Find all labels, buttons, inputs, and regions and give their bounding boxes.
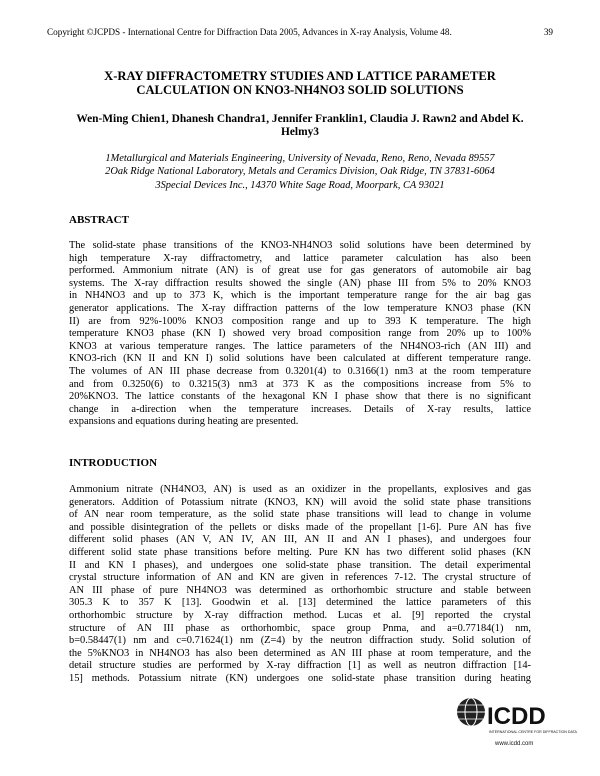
intro-line: generators. Addition of Potassium nitrate (KNO3, KN) will avoid the solid state phase transitions	[69, 496, 531, 508]
copyright-line: Copyright ©JCPDS - International Centre for Diffraction Data 2005, Advances in X-ray Analysis, Volume 48.	[47, 27, 452, 37]
abstract-heading: ABSTRACT	[69, 214, 129, 226]
abstract-line: generator applications. The X-ray diffraction patterns of the low temperature KNO3 phase (KN	[69, 302, 531, 314]
abstract-line: expansions and equations during heating are presented.	[69, 416, 299, 428]
abstract-line: The solid-state phase transitions of the KNO3-NH4NO3 solid solutions have been determined by	[69, 240, 531, 251]
intro-line: orthorhombic structure by X-ray diffraction method. Lucas et al. [9] reported the crystal	[69, 609, 531, 621]
intro-line: 15] methods. Potassium nitrate (KN) undergoes one solid-state phase transition during heating	[69, 672, 531, 684]
page-header	[47, 26, 553, 38]
introduction-body	[69, 484, 531, 686]
intro-line: of AN near room temperature, as the solid state phase transitions will lead to change in volume	[69, 509, 531, 521]
introduction-heading: INTRODUCTION	[69, 457, 158, 469]
logo-text: ICDD	[487, 703, 546, 730]
intro-line: b=0.58447(1) nm and c=0.71624(1) nm (Z=4) by the neutron diffraction study. Solid solution of	[69, 635, 531, 647]
page-number: 39	[543, 27, 553, 37]
intro-line: 305.3 K to 357 K [13]. Goodwin et al. [13] determined the lattice parameters of this	[69, 597, 531, 609]
title-line-1: X-RAY DIFFRACTOMETRY STUDIES AND LATTICE PARAMETER	[104, 69, 496, 83]
affiliation-3: 3Special Devices Inc., 14370 White Sage Road, Moorpark, CA 93021	[155, 179, 445, 191]
affiliation-2: 2Oak Ridge National Laboratory, Metals and Ceramics Division, Oak Ridge, TN 37831-6064	[105, 166, 495, 178]
intro-line: detail structure studies are performed by X-ray diffraction [1] as well as neutron diffraction [14-	[69, 660, 531, 672]
abstract-line: performed. Ammonium nitrate (AN) is of great use for gas generators of automobile air bag	[69, 265, 531, 277]
abstract-line: high temperature X-ray diffractometry, and lattice parameter calculation has also been	[69, 252, 531, 264]
affiliations	[60, 152, 540, 192]
logo-url: www.icdd.com	[495, 741, 534, 747]
affiliation-1: 1Metallurgical and Materials Engineering, University of Nevada, Reno, Reno, Nevada 89557	[105, 153, 495, 164]
paper-title	[60, 69, 540, 97]
abstract-body	[69, 240, 531, 429]
abstract-line: temperature KNO3 phase (KN I) showed very broad composition range from 20% up to 100%	[69, 328, 531, 340]
intro-line: structure of AN III phase as orthorhombic, space group Pnma, and a=0.77184(1) nm,	[69, 622, 531, 634]
intro-line: II and KN I phases), and undergoes one solid-state phase transition. The detail experimental	[69, 559, 531, 571]
logo-subtext: INTERNATIONAL CENTRE FOR DIFFRACTION DATA	[489, 730, 577, 734]
abstract-line: in NH4NO3 and up to 373 K, which is the important temperature range for the air bag gas	[69, 290, 531, 302]
icdd-logo-graphic	[455, 688, 577, 750]
intro-line: crystal structure information of AN and KN are given in references 7-12. The crystal structure of	[69, 572, 531, 584]
intro-line: Ammonium nitrate (NH4NO3, AN) is used as an oxidizer in the propellants, explosives and gas	[69, 484, 531, 495]
abstract-line: 20%KNO3. The lattice constants of the hexagonal KN I phase show that there is no significant	[69, 391, 531, 403]
intro-line: different solid state phase transitions before melting. Pure KN has two different solid phases (KN	[69, 546, 531, 558]
abstract-line: KNO3-rich (KN II and KN I) solid solutions have been calculated at different temperature range.	[69, 353, 531, 365]
intro-line: AN III phase of pure NH4NO3 was determined as orthorhombic structure and stable between	[69, 584, 531, 596]
intro-line: the 5%KNO3 in NH4NO3 has also been determined as AN III phase at room temperature, and the	[69, 647, 531, 659]
authors-line-1: Wen-Ming Chien1, Dhanesh Chandra1, Jennifer Franklin1, Claudia J. Rawn2 and Abdel K.	[76, 113, 524, 125]
icdd-logo	[455, 688, 577, 750]
abstract-line: and from 0.3250(6) to 0.3215(3) nm3 at 373 K as the compositions increase from 5% to	[69, 378, 531, 390]
abstract-line: systems. The X-ray diffraction results showed the single (AN) phase III from 5% to 20% KNO3	[69, 277, 531, 289]
authors-line-2: Helmy3	[281, 126, 319, 138]
intro-line: and possible disintegration of the pellets or disks made of the propellant [1-6]. Pure AN has five	[69, 521, 531, 533]
abstract-line: change in a-direction when the temperature increases. Details of X-ray results, lattice	[69, 403, 531, 415]
intro-line: different solid phases (AN V, AN IV, AN III, AN II and AN I phases), and undergoes four	[69, 534, 531, 546]
author-list	[70, 113, 530, 139]
title-line-2: CALCULATION ON KNO3-NH4NO3 SOLID SOLUTIONS	[136, 83, 464, 97]
abstract-line: II) are from 92%-100% KNO3 composition range and up to 393 K temperature. The high	[69, 315, 531, 327]
abstract-line: The volumes of AN III phase decrease from 0.3201(4) to 0.3166(1) nm3 at the room temperature	[69, 365, 531, 377]
abstract-line: KNO3 at various temperature ranges. The lattice parameters of the NH4NO3-rich (AN III) and	[69, 340, 531, 352]
